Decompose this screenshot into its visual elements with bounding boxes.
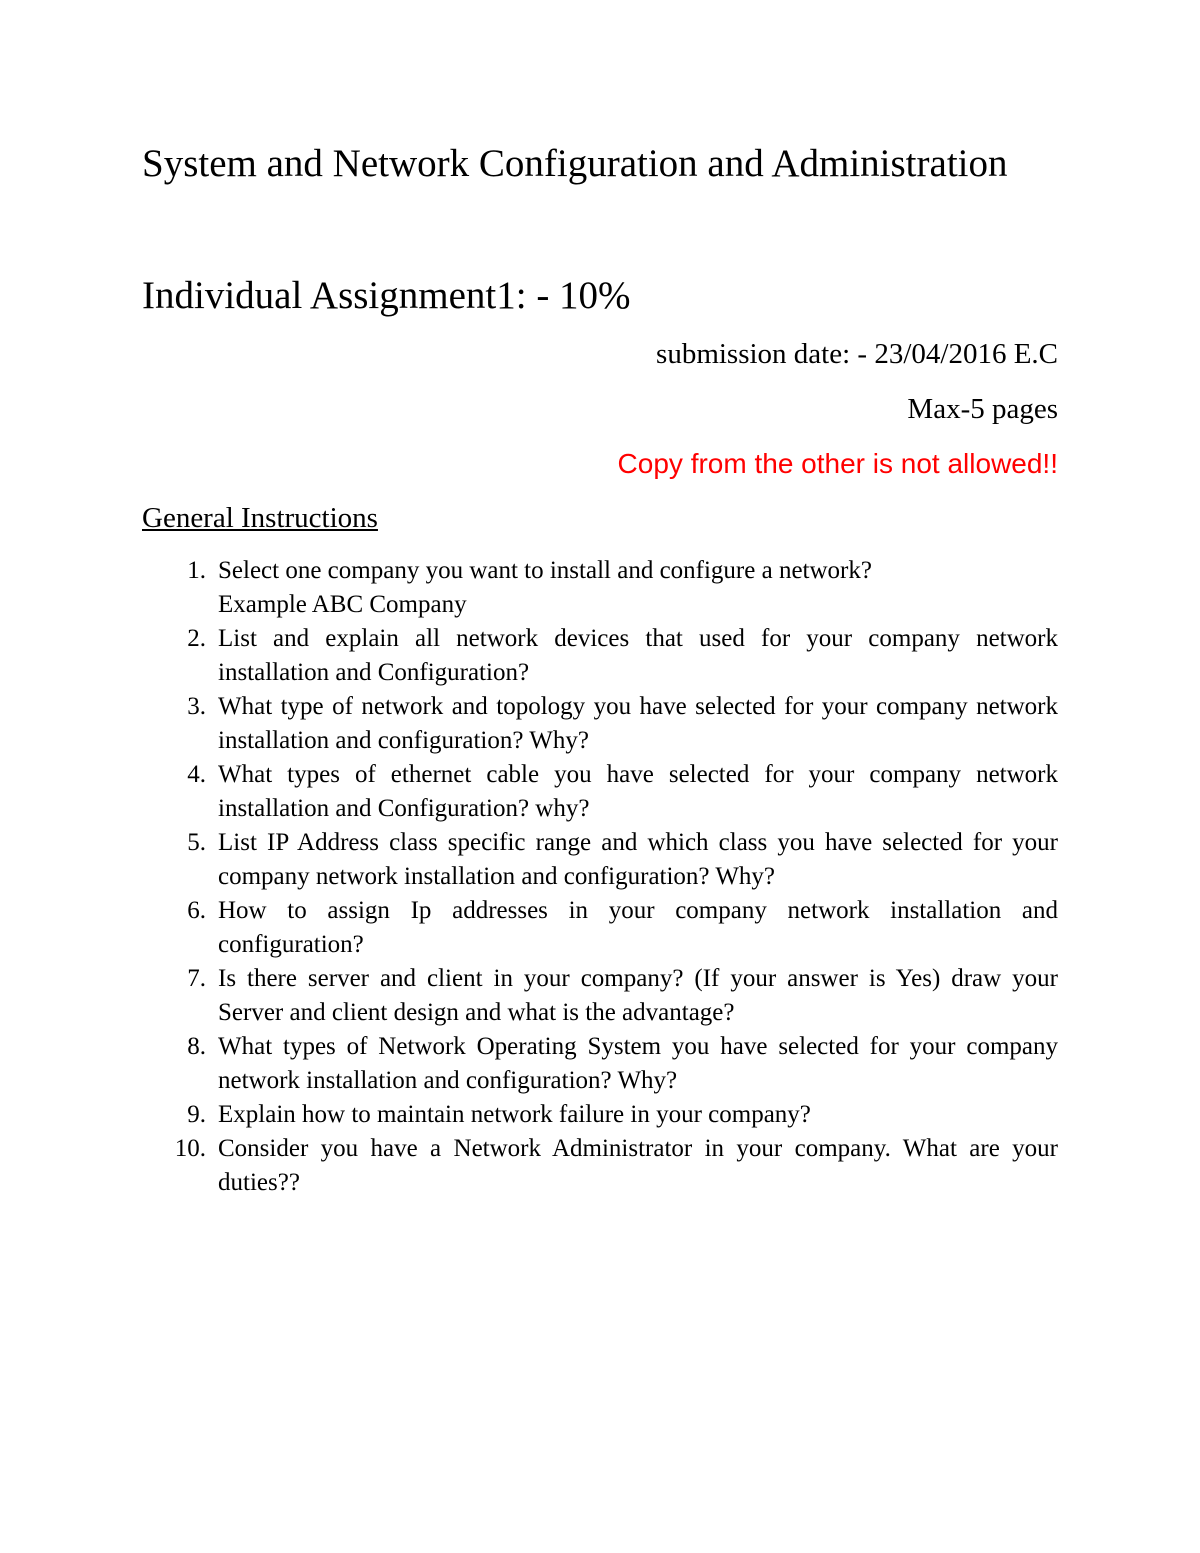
- question-item: [142, 758, 1058, 826]
- question-list: [142, 554, 1058, 1200]
- question-text: What types of Network Operating System you have selected for your company network installation and configuration? Why?: [218, 1033, 1058, 1094]
- question-item: [142, 622, 1058, 690]
- question-number: 10.: [174, 1135, 206, 1162]
- question-text: How to assign Ip addresses in your company network installation and configuration?: [218, 897, 1058, 958]
- question-number: 3.: [187, 693, 206, 720]
- question-item: [142, 1098, 1058, 1132]
- question-text: What type of network and topology you have selected for your company network installation and configuration? Why?: [218, 693, 1058, 754]
- copy-warning: Copy from the other is not allowed!!: [617, 448, 1058, 479]
- question-text: List and explain all network devices that used for your company network installation and Configuration?: [218, 625, 1058, 686]
- question-number: 7.: [187, 965, 206, 992]
- question-text: List IP Address class specific range and which class you have selected for your company network installation and configuration? Why?: [218, 829, 1058, 890]
- max-pages: Max-5 pages: [907, 393, 1058, 425]
- question-number: 6.: [187, 897, 206, 924]
- question-number: 9.: [187, 1101, 206, 1128]
- instructions-heading: General Instructions: [142, 502, 378, 534]
- document-title: System and Network Configuration and Administration: [142, 142, 1008, 185]
- question-item: [142, 962, 1058, 1030]
- question-text: What types of ethernet cable you have selected for your company network installation and Configuration? why?: [218, 761, 1058, 822]
- assignment-heading: Individual Assignment1: - 10%: [142, 274, 631, 317]
- question-item: [142, 1132, 1058, 1200]
- question-text: Consider you have a Network Administrator in your company. What are your duties??: [218, 1135, 1058, 1196]
- question-number: 8.: [187, 1033, 206, 1060]
- question-example: Example ABC Company: [218, 591, 467, 618]
- question-item: [142, 690, 1058, 758]
- submission-date: submission date: - 23/04/2016 E.C: [656, 338, 1058, 370]
- question-item: [142, 826, 1058, 894]
- question-number: 2.: [187, 625, 206, 652]
- question-item: [142, 1030, 1058, 1098]
- question-text: Is there server and client in your company? (If your answer is Yes) draw your Server and client design and what is the advantage?: [218, 965, 1058, 1026]
- question-number: 5.: [187, 829, 206, 856]
- question-text: Select one company you want to install and configure a network?: [218, 557, 872, 584]
- question-item: [142, 894, 1058, 962]
- question-number: 4.: [187, 761, 206, 788]
- question-text: Explain how to maintain network failure in your company?: [218, 1101, 811, 1128]
- question-number: 1.: [187, 557, 206, 584]
- question-item: [142, 554, 1058, 622]
